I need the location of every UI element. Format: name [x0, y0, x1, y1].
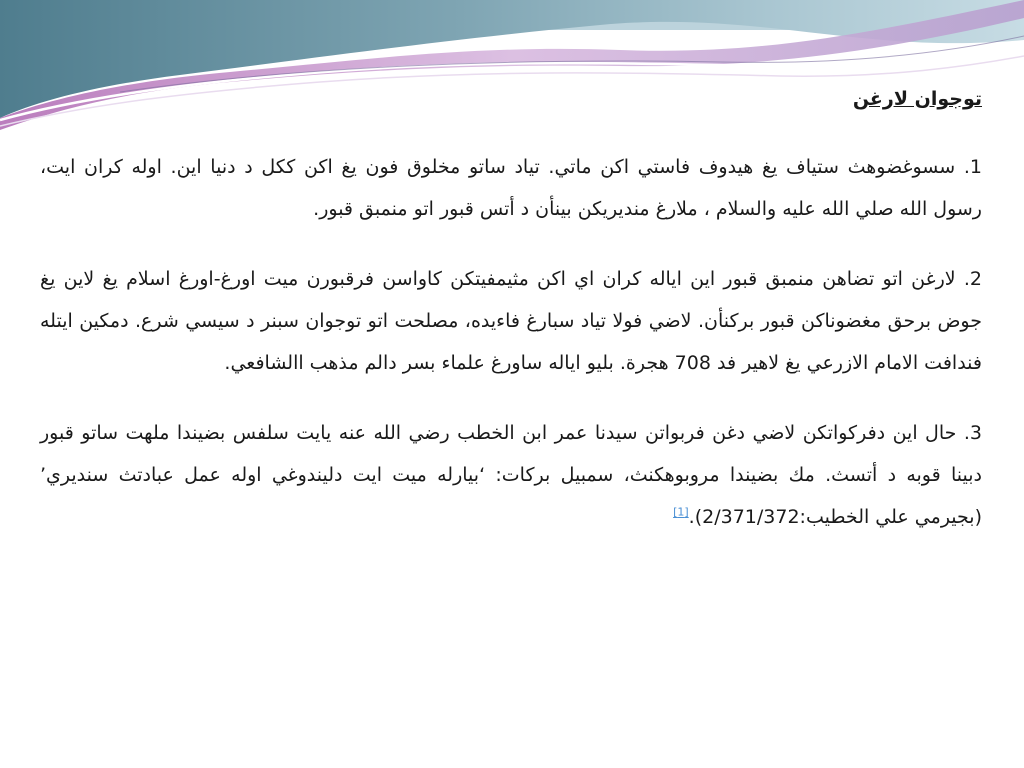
paragraph-3-number: 3. — [963, 422, 982, 444]
slide-content — [40, 78, 982, 566]
paragraph-1 — [40, 146, 982, 230]
paragraph-2-number: 2. — [963, 268, 982, 290]
footnote-link[interactable]: [1] — [673, 505, 689, 519]
paragraph-1-number: 1. — [963, 156, 982, 178]
paragraph-3 — [40, 412, 982, 538]
paragraph-2-text: لارغن اتو تضاهن منمبق قبور اين اياله كران اي اكن مثيمفيتكن كاواسن فرقبورن ميت اورغ-اورغ اسلام يغ لاين يغ جوض برحق مغضوناكن قبور بركنأن. لاضي فولا تياد سبارغ فاءيده، مصلحت اتو توجوان سبنر د سيسي شرع. دمكين ايتله فندافت الامام الازرعي يغ لاهير فد 708 هجرة. بليو اياله ساورغ علماء بسر دالم مذهب االشافعي. — [40, 268, 982, 374]
paragraph-2 — [40, 258, 982, 384]
paragraph-1-text: سسوغضوهث ستياف يغ هيدوف فاستي اكن ماتي. تياد ساتو مخلوق فون يغ اكن ككل د دنيا اين. اوله كران ايت، رسول الله صلي الله عليه والسلام ، ملارغ منديريكن بينأن د أتس قبور اتو منمبق قبور. — [40, 156, 982, 220]
paragraph-3-text: حال اين دفركواتكن لاضي دغن فربواتن سيدنا عمر ابن الخطب رضي الله عنه يايت سلفس بضيندا ملهت ساتو قبور دبينا قوبه د أتسث. مك بضيندا مروبوهكنث، سمبيل بركات: ‘بيارله ميت ايت دليندوغي اوله عمل عبادتث سنديري’ (بجيرمي علي الخطيب:2/371/372). — [40, 422, 982, 528]
slide-title: توجوان لارغن — [852, 88, 982, 110]
